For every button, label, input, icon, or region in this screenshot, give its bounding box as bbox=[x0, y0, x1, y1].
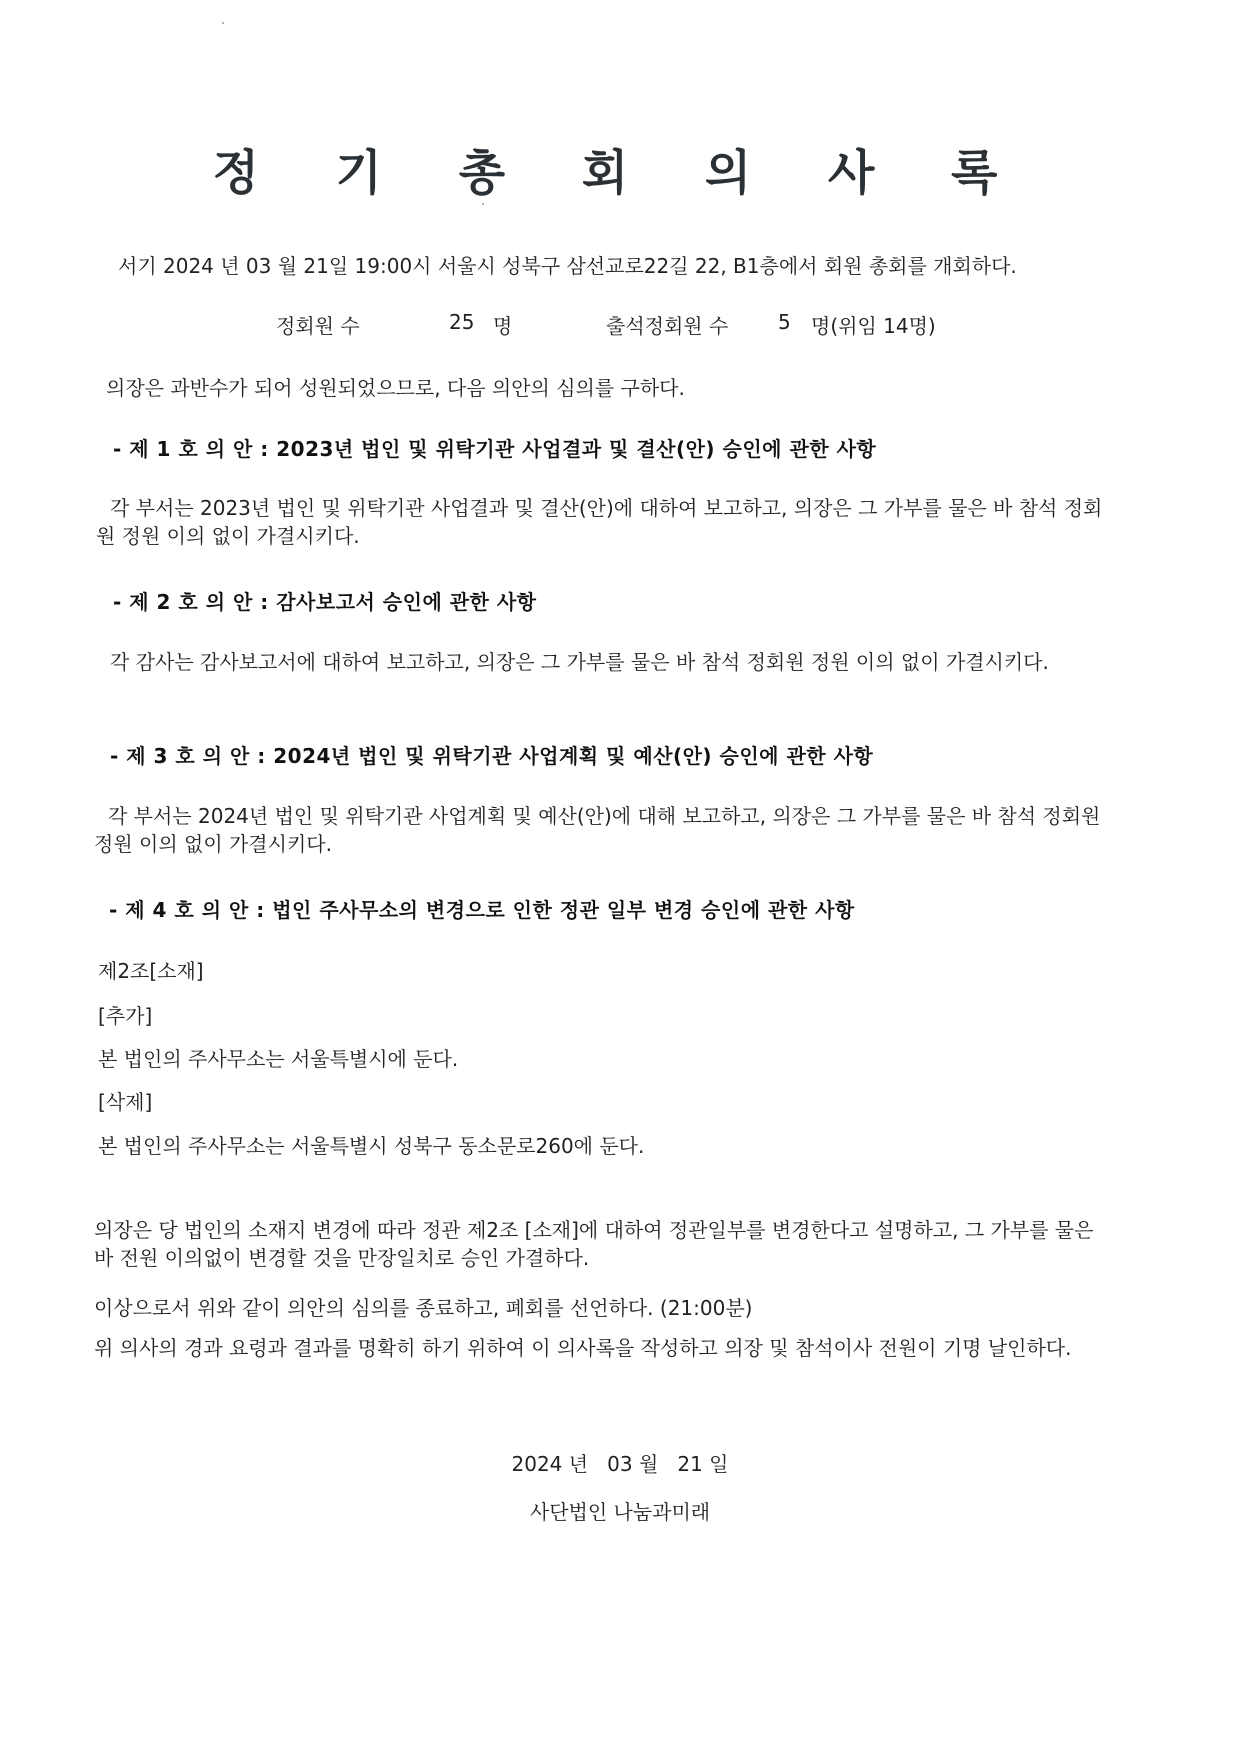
deleted-label: [삭제] bbox=[98, 1090, 153, 1114]
document-date: 2024 년 03 월 21 일 bbox=[511, 1452, 729, 1476]
present-members-unit: 명(위임 14명) bbox=[811, 314, 936, 338]
agenda-3-body: 각 부서는 2024년 법인 및 위탁기관 사업계획 및 예산(안)에 대해 보고하고, 의장은 그 가부를 물은 바 참석 정회원 정원 이의 없이 가결시키다. bbox=[94, 804, 1101, 856]
scan-speck bbox=[222, 22, 224, 24]
organization-name: 사단법인 나눔과미래 bbox=[529, 1500, 711, 1524]
attestation-paragraph: 위 의사의 경과 요령과 결과를 명확히 하기 위하여 이 의사록을 작성하고 의장 및 참석이사 전원이 기명 날인하다. bbox=[94, 1336, 1072, 1360]
agenda-1-body: 각 부서는 2023년 법인 및 위탁기관 사업결과 및 결산(안)에 대하여 보고하고, 의장은 그 가부를 물은 바 참석 정회원 정원 이의 없이 가결시키다. bbox=[96, 496, 1103, 548]
total-members-unit: 명 bbox=[493, 314, 513, 338]
agenda-4-heading: - 제 4 호 의 안 : 법인 주사무소의 변경으로 인한 정관 일부 변경 승인에 관한 사항 bbox=[109, 898, 855, 922]
quorum-statement: 의장은 과반수가 되어 성원되었으므로, 다음 의안의 심의를 구하다. bbox=[106, 376, 685, 400]
resolution-paragraph: 의장은 당 법인의 소재지 변경에 따라 정관 제2조 [소재]에 대하여 정관일부를 변경한다고 설명하고, 그 가부를 물은바 전원 이의없이 변경할 것을 만장일치로 승인 가결하다. bbox=[94, 1218, 1094, 1270]
agenda-1-heading: - 제 1 호 의 안 : 2023년 법인 및 위탁기관 사업결과 및 결산(안) 승인에 관한 사항 bbox=[113, 437, 877, 461]
total-members-value: 25 bbox=[449, 310, 475, 334]
article-label: 제2조[소재] bbox=[98, 959, 204, 983]
present-members-value: 5 bbox=[778, 310, 791, 334]
agenda-3-heading: - 제 3 호 의 안 : 2024년 법인 및 위탁기관 사업계획 및 예산(안) 승인에 관한 사항 bbox=[110, 744, 874, 768]
opening-statement: 서기 2024 년 03 월 21일 19:00시 서울시 성북구 삼선교로22길 22, B1층에서 회원 총회를 개회하다. bbox=[118, 254, 1017, 278]
present-members-label: 출석정회원 수 bbox=[606, 314, 729, 338]
closing-statement: 이상으로서 위와 같이 의안의 심의를 종료하고, 폐회를 선언하다. (21:00분) bbox=[94, 1296, 753, 1320]
deleted-text: 본 법인의 주사무소는 서울특별시 성북구 동소문로260에 둔다. bbox=[98, 1134, 645, 1158]
agenda-2-body: 각 감사는 감사보고서에 대하여 보고하고, 의장은 그 가부를 물은 바 참석 정회원 정원 이의 없이 가결시키다. bbox=[110, 650, 1049, 674]
scan-speck bbox=[482, 203, 484, 205]
total-members-label: 정회원 수 bbox=[276, 314, 360, 338]
document-title: 정 기 총 회 의 사 록 bbox=[212, 145, 1028, 201]
agenda-2-heading: - 제 2 호 의 안 : 감사보고서 승인에 관한 사항 bbox=[113, 590, 537, 614]
added-text: 본 법인의 주사무소는 서울특별시에 둔다. bbox=[98, 1047, 459, 1071]
added-label: [추가] bbox=[98, 1004, 153, 1028]
